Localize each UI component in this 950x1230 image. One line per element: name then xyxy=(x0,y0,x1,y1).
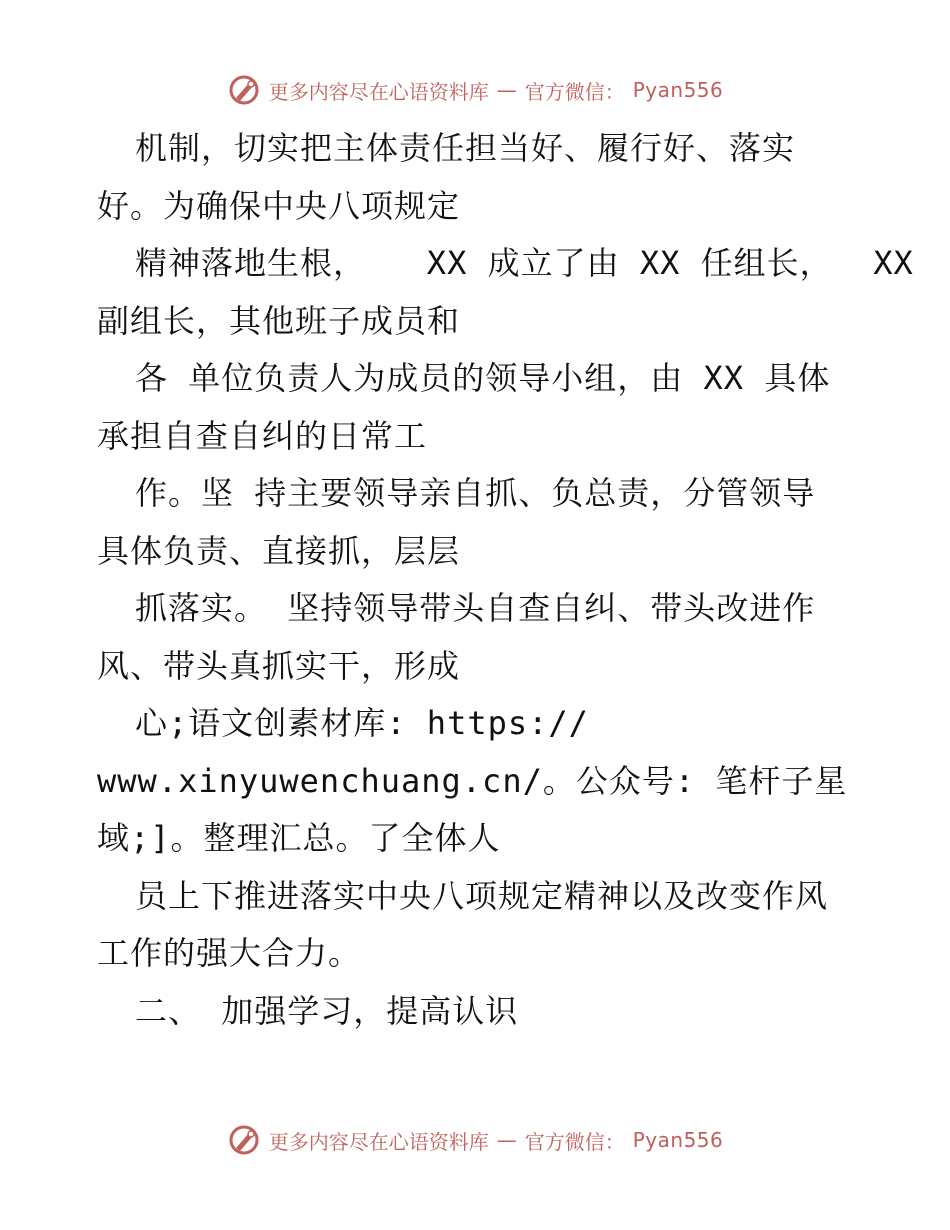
section-heading: 二、 加强学习，提高认识 xyxy=(135,991,519,1030)
text-line: www.xinyuwenchuang.cn/。公众号: 笔杆子星 xyxy=(97,761,848,800)
pen-logo-icon xyxy=(227,1123,261,1157)
text-line: 员上下推进落实中央八项规定精神以及改变作风 xyxy=(135,876,829,915)
pen-logo-icon xyxy=(227,73,261,107)
watermark-text: 更多内容尽在心语资料库 xyxy=(268,1129,489,1154)
text-line: 抓落实。 坚持领导带头自查自纠、带头改进作 xyxy=(135,589,816,627)
text-line: 心;语文创素材库: https:// xyxy=(135,704,589,742)
watermark-text: 更多内容尽在心语资料库 xyxy=(268,79,489,104)
watermark-separator: — xyxy=(496,78,517,102)
watermark-official: 官方微信： xyxy=(524,79,625,104)
watermark-id: Pyan556 xyxy=(632,1128,724,1152)
header-watermark xyxy=(0,70,950,110)
watermark-id: Pyan556 xyxy=(632,78,724,102)
text-line: 风、带头真抓实干，形成 xyxy=(97,646,461,685)
text-line: 具体负责、直接抓，层层 xyxy=(97,531,461,570)
text-line: 好。为确保中央八项规定 xyxy=(97,186,461,225)
text-line: 域;]。整理汇总。了全体人 xyxy=(97,819,501,857)
text-line: 精神落地生根， XX 成立了由 XX 任组长， XX xyxy=(135,244,914,282)
text-line: 承担自查自纠的日常工 xyxy=(97,416,428,455)
text-line: 作。坚 持主要领导亲自抓、负总责，分管领导 xyxy=(135,474,816,512)
watermark-official: 官方微信： xyxy=(524,1129,625,1154)
text-line: 机制，切实把主体责任担当好、履行好、落实 xyxy=(135,129,796,167)
text-line: 各 单位负责人为成员的领导小组，由 XX 具体 xyxy=(135,359,831,397)
text-line: 副组长，其他班子成员和 xyxy=(97,301,461,340)
watermark-separator: — xyxy=(496,1128,517,1152)
document-body xyxy=(97,120,914,1040)
footer-watermark xyxy=(0,1120,950,1160)
text-line: 工作的强大合力。 xyxy=(97,934,362,972)
